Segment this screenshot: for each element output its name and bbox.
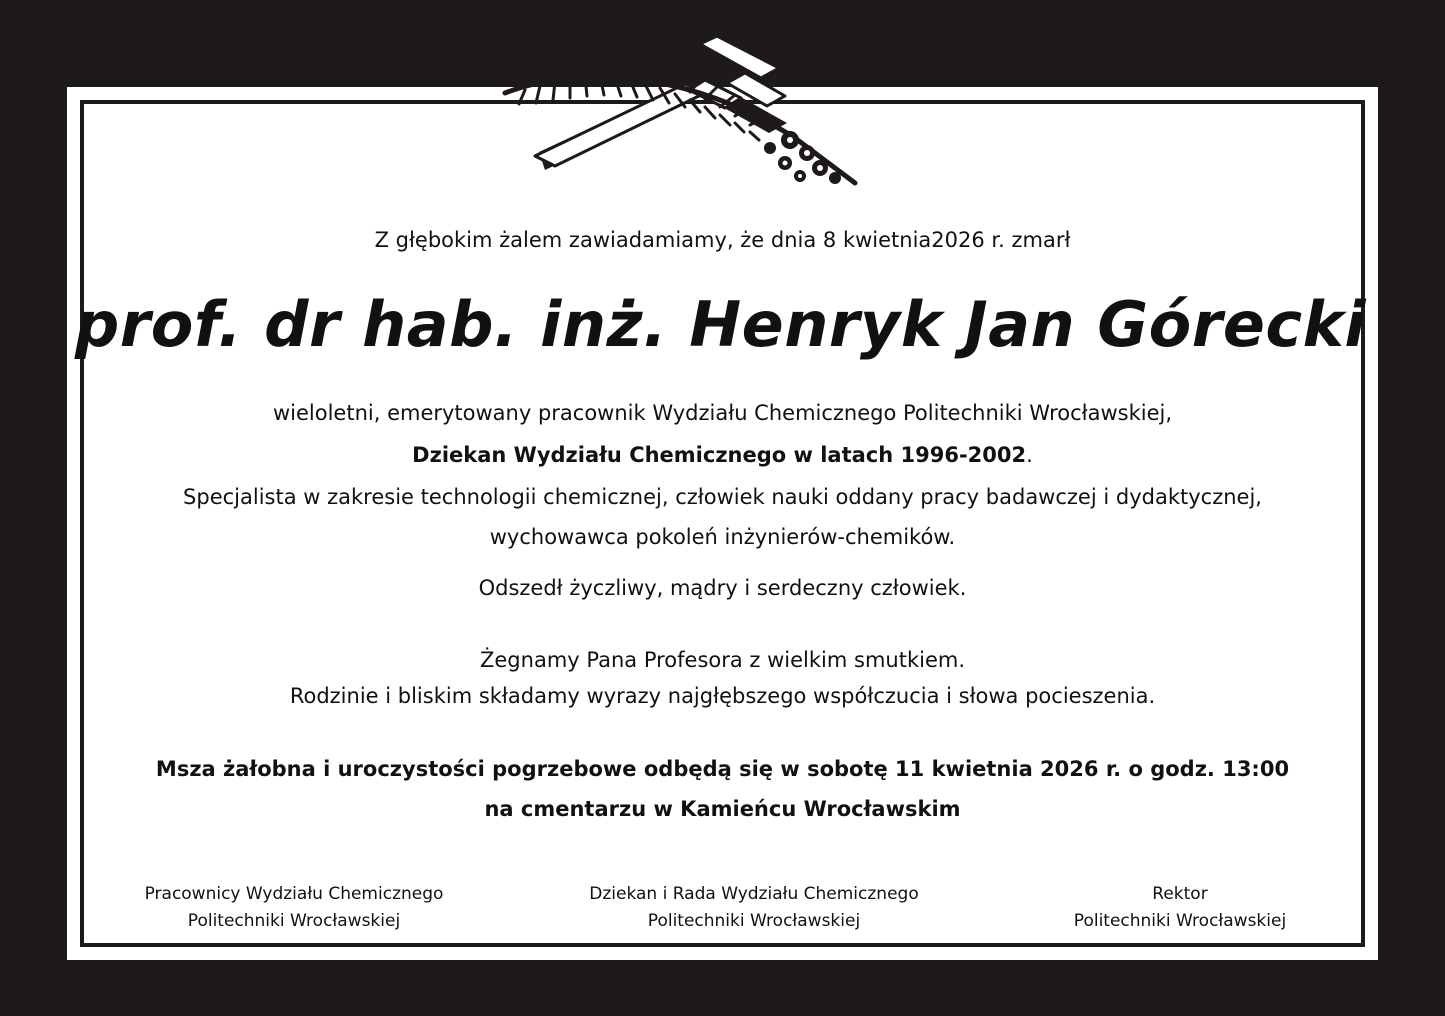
signature-staff [114, 881, 474, 935]
notice-card [67, 87, 1378, 960]
signature-staff-line-1: Pracownicy Wydziału Chemicznego [144, 884, 444, 904]
dean-title: Dziekan Wydziału Chemicznego w latach 1996-2002 [412, 443, 1027, 467]
signature-rector-line-2: Politechniki Wrocławskiej [1073, 911, 1287, 931]
signature-dean-line-1: Dziekan i Rada Wydziału Chemicznego [589, 884, 919, 904]
tribute-text: Odszedł życzliwy, mądry i serdeczny człowiek. [478, 576, 967, 600]
farewell-line-1: Żegnamy Pana Profesora z wielkim smutkiem. [480, 648, 965, 672]
farewell-line-2: Rodzinie i bliskim składamy wyrazy najgłębszego współczucia i słowa pocieszenia. [289, 684, 1156, 708]
signature-dean-line-2: Politechniki Wrocławskiej [647, 911, 861, 931]
cross-with-palm-branch-icon [495, 28, 875, 193]
description-line-4: wychowawca pokoleń inżynierów-chemików. [489, 525, 956, 549]
dean-title-period: . [1026, 443, 1033, 467]
deceased-name: prof. dr hab. inż. Henryk Jan Górecki [74, 288, 1367, 361]
description-line-2 [0, 443, 1445, 467]
intro-text: Z głębokim żalem zawiadamiamy, że dnia 8 kwietnia2026 r. zmarł [374, 228, 1071, 252]
signature-dean-council [564, 881, 944, 935]
ceremony-line-1: Msza żałobna i uroczystości pogrzebowe odbędą się w sobotę 11 kwietnia 2026 r. o godz. 13:00 [155, 757, 1290, 781]
signature-rector-line-1: Rektor [1152, 884, 1208, 904]
signature-staff-line-2: Politechniki Wrocławskiej [187, 911, 401, 931]
ceremony-line-2: na cmentarzu w Kamieńcu Wrocławskim [484, 797, 961, 821]
signature-rector [1030, 881, 1330, 935]
description-line-1: wieloletni, emerytowany pracownik Wydziału Chemicznego Politechniki Wrocławskiej, [272, 401, 1173, 425]
description-line-3: Specjalista w zakresie technologii chemicznej, człowiek nauki oddany pracy badawczej i dydaktycznej, [183, 485, 1262, 509]
